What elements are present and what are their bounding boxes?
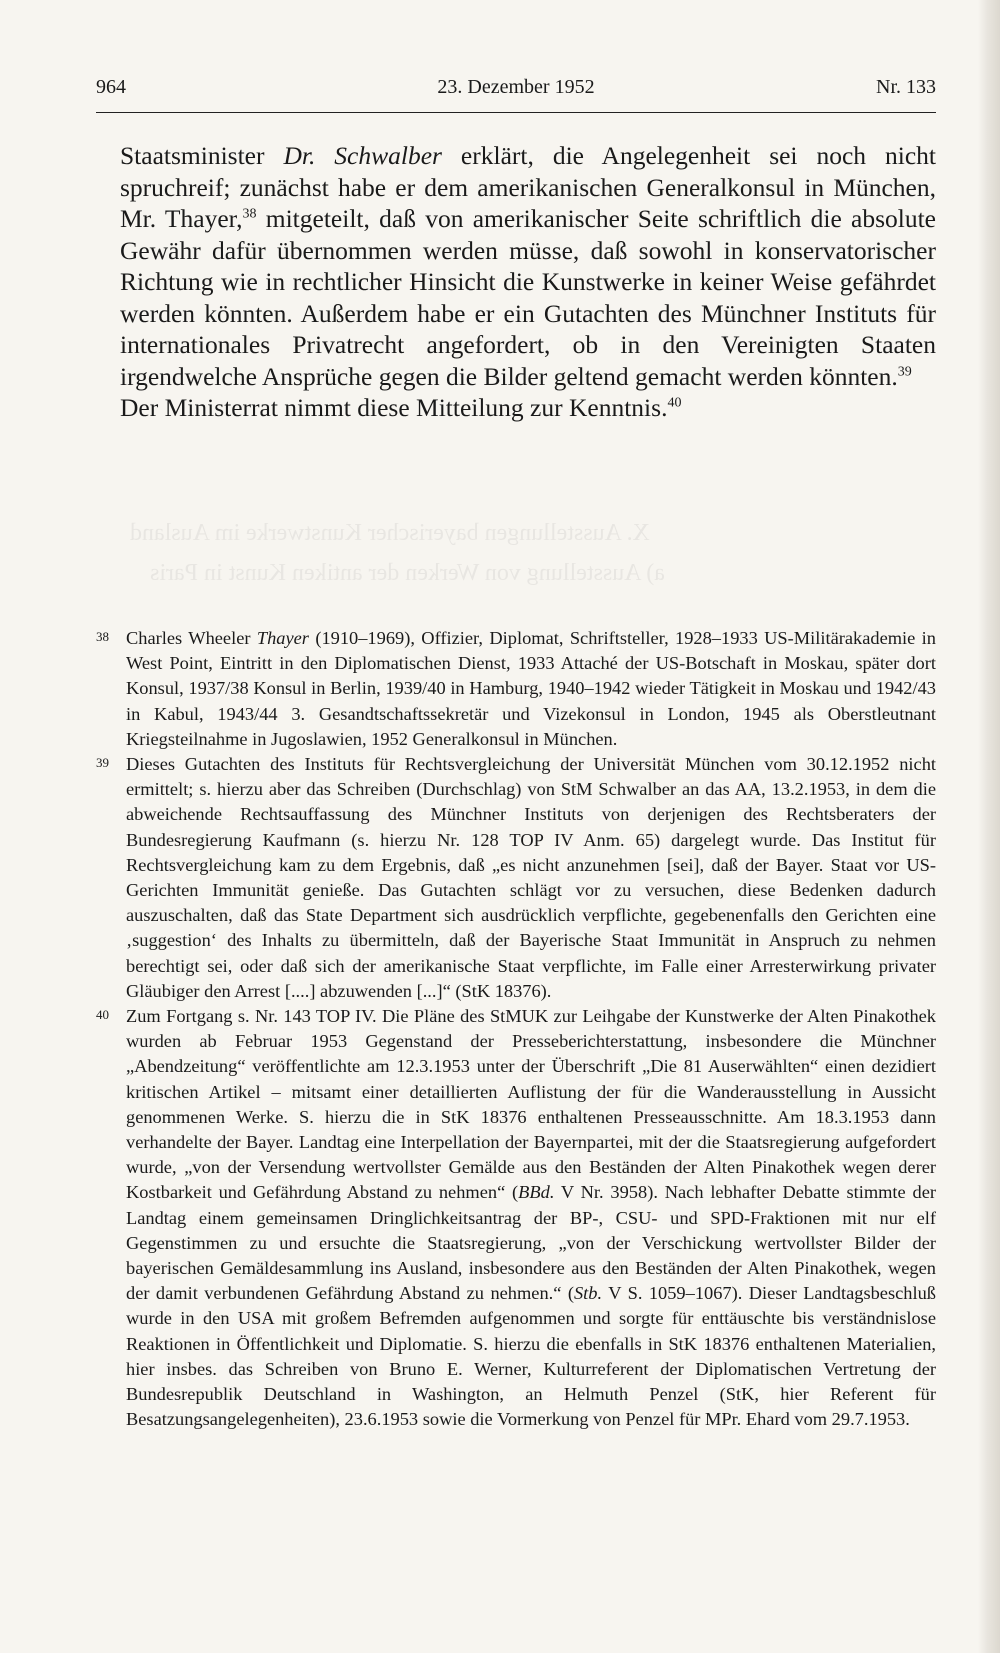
text-run: V S. 1059–1067). Dieser Landtagsbeschluß wurde in den USA mit großem Befremden aufgenommen und sorgte für enttäuschte bis verständnislose Reaktionen in Öffentlichkeit und Diplomatie. S. hierzu die ebenfalls in StK 18376 enthaltenen Materialien, hier insbes. das Schreiben von Bruno E. Werner, Kulturreferent der Diplomatischen Vertretung der Bundesrepublik Deutschland in Washington, an Helmuth Penzel (StK, hier Referent für Besatzungsangelegenheiten), 23.6.1953 sowie die Vormerkung von Penzel für MPr. Ehard vom 29.7.1953. [126, 1283, 936, 1430]
footnote-text: Dieses Gutachten des Instituts für Rechtsvergleichung der Universität München vom 30.12.1952 nicht ermittelt; s. hierzu aber das Schreiben (Durchschlag) von StM Schwalber an das AA, 13.2.1953, in dem die abweichende Rechtsauffassung des Münchner Instituts von derjenigen des Rechtsberaters der Bundesregierung Kaufmann (s. hierzu Nr. 128 TOP IV Anm. 65) dargelegt wurde. Das Institut für Rechtsvergleichung kam zu dem Ergebnis, daß „es nicht anzunehmen [sei], daß der Bayer. Staat vor US-Gerichten Immunität genieße. Das Gutachten schlägt vor zu versuchen, diese Bedenken dadurch auszuschalten, daß das State Department sich ausdrücklich verpflichte, gegebenenfalls den Gerichten eine ‚suggestion‘ des Inhalts zu übermitteln, daß der Bayerische Staat Immunität in Anspruch zu nehmen berechtigt sei, oder daß sich der amerikanische Staat verpflichte, im Falle einer Arresterwirkung privater Gläubiger den Arrest [....] abzuwenden [...]“ (StK 18376). [126, 754, 936, 1001]
text-run: Der Ministerrat nimmt diese Mitteilung zur Kenntnis. [120, 393, 668, 422]
text-run: (1910–1969), Offizier, Diplomat, Schriftsteller, 1928–1933 US-Militärakademie in West Point, Eintritt in den Diplomatischen Dienst, 1933 Attaché der US-Botschaft in Moskau, später dort Konsul, 1937/38 Konsul in Berlin, 1939/40 in Hamburg, 1940–1942 wieder Tätigkeit in Moskau und 1942/43 in Kabul, 1943/44 3. Gesandtschaftssekretär und Vizekonsul in London, 1945 als Oberstleutnant Kriegsteilnahme in Jugoslawien, 1952 Generalkonsul in München. [126, 628, 936, 749]
footnote-ref-40[interactable]: 40 [667, 395, 682, 411]
text-run: Zum Fortgang s. Nr. 143 TOP IV. Die Pläne des StMUK zur Leihgabe der Kunstwerke der Alten Pinakothek wurden ab Februar 1953 Gegenstand der Presseberichterstattung, insbesondere die Münchner „Abendzeitung“ veröffentlichte am 12.3.1953 unter der Überschrift „Die 81 Auserwählten“ einen dezidiert kritischen Artikel – mitsamt einer detaillierten Auflistung der für die Wanderausstellung in Aussicht genommenen Werke. S. hierzu die in StK 18376 enthaltenen Presseausschnitte. Am 18.3.1953 dann verhandelte der Bayer. Landtag eine Interpellation der Bayernpartei, mit der die Staatsregierung aufgefordert wurde, „von der Versendung wertvollster Gemälde aus den Beständen der Alten Pinakothek wegen derer Kostbarkeit und Gefährdung Abstand zu nehmen“ ( [126, 1006, 936, 1203]
issue-number: Nr. 133 [876, 76, 936, 98]
footnote-39 [96, 752, 936, 1004]
footnote-40 [96, 1004, 936, 1432]
source-abbrev: BBd. [518, 1182, 555, 1203]
footnote-ref-39[interactable]: 39 [897, 364, 912, 379]
header-date: 23. Dezember 1952 [437, 76, 595, 98]
paragraph-decision [120, 392, 936, 424]
text-run: erklärt, die Angelegenheit sei noch nicht spruchreif; zunächst habe er dem amerikanischen Generalkonsul in München, Mr. Thayer, [120, 141, 937, 233]
page-number: 964 [96, 76, 126, 98]
running-header [96, 76, 936, 110]
footnote-number: 39 [96, 755, 109, 771]
source-abbrev: Stb. [573, 1283, 603, 1304]
page-edge-shadow [978, 0, 1000, 1653]
person-name: Thayer [256, 628, 309, 648]
text-run: Charles Wheeler [126, 628, 257, 648]
footnote-text [126, 626, 936, 752]
footnote-number: 40 [96, 1007, 109, 1023]
paragraph-statement [120, 140, 936, 392]
footnote-ref-38[interactable]: 38 [242, 206, 257, 222]
text-run: Staatsminister [120, 141, 284, 170]
bleed-through-decoration: a) Ausstellung von Werken der antiken Kunst in Paris [150, 560, 665, 586]
footnote-38 [96, 626, 936, 752]
text-run: V Nr. 3958). Nach lebhafter Debatte stimmte der Landtag einem gemeinsamen Dringlichkeitsantrag der BP-, CSU- und SPD-Fraktionen mit nur elf Gegenstimmen zu und ersuchte die Staatsregierung, „von der Verschickung wertvollster Bilder der bayerischen Gemäldesammlung ins Ausland, insbesondere aus den Beständen der Alten Pinakothek, wegen der damit verbundenen Gefährdung Abstand zu nehmen.“ ( [126, 1182, 936, 1304]
footnotes [96, 626, 936, 1433]
footnote-number: 38 [96, 629, 109, 644]
bleed-through-decoration: X. Ausstellungen bayerischer Kunstwerke im Ausland [130, 520, 650, 546]
text-run: mitgeteilt, daß von amerikanischer Seite schriftlich die absolute Gewähr dafür übernommen werden müsse, daß sowohl in konservatorischer Richtung wie in rechtlicher Hinsicht die Kunstwerke in keiner Weise gefährdet werden könnten. Außerdem habe er ein Gutachten des Münchner Instituts für internationales Privatrecht angefordert, ob in den Vereinigten Staaten irgendwelche Ansprüche gegen die Bilder geltend gemacht werden könnten. [120, 204, 936, 391]
header-rule [96, 112, 936, 113]
footnote-text [126, 1004, 936, 1432]
person-name: Dr. Schwalber [283, 141, 442, 170]
main-text [122, 140, 936, 424]
